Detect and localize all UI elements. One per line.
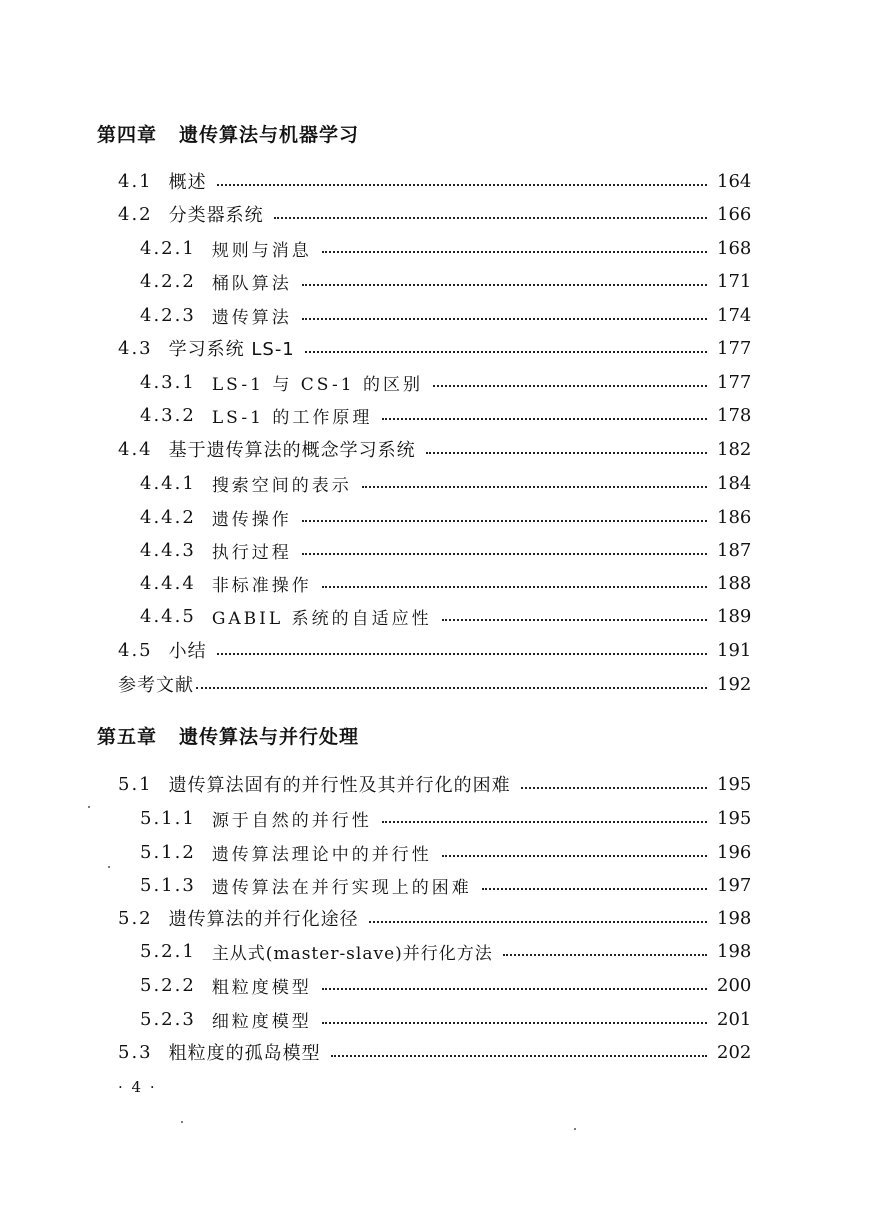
section-title: 细粒度模型 (211, 1011, 312, 1032)
dot-leader (433, 383, 707, 387)
toc-entry[interactable] (118, 905, 751, 931)
section-number: 5.2.1 (140, 940, 196, 962)
page-number: 182 (717, 438, 752, 460)
section-number: 5.2.3 (140, 1008, 196, 1030)
toc-entry[interactable] (140, 805, 751, 831)
dot-leader (217, 651, 707, 655)
toc-entry[interactable] (118, 637, 751, 663)
page-number: 198 (717, 907, 752, 929)
toc-entry[interactable] (140, 1006, 751, 1032)
scan-speck (88, 806, 90, 808)
toc-entry[interactable] (140, 369, 751, 395)
section-title: 基于遗传算法的概念学习系统 (168, 440, 416, 461)
dot-leader (369, 919, 707, 923)
dot-leader (426, 450, 707, 454)
section-number: 4.4 (118, 438, 153, 460)
toc-entry[interactable] (118, 201, 751, 227)
section-number: 4.4.4 (140, 572, 196, 594)
section-title: 搜索空间的表示 (211, 475, 352, 496)
dot-leader (362, 484, 707, 488)
section-number: 5.1.3 (140, 874, 196, 896)
chapter-label: 第五章 (97, 726, 158, 748)
section-number: 4.4.5 (140, 605, 196, 627)
toc-entry-references[interactable] (118, 671, 751, 697)
chapter-title: 遗传算法与并行处理 (179, 726, 360, 748)
page-number: 178 (717, 404, 752, 426)
section-number: 4.4.3 (140, 539, 196, 561)
toc-entry[interactable] (140, 537, 751, 563)
section-title: LS-1 与 CS-1 的区别 (211, 374, 423, 395)
dot-leader (305, 349, 707, 353)
section-number: 4.3.1 (140, 371, 196, 393)
dot-leader (442, 617, 707, 621)
toc-entry[interactable] (140, 302, 751, 328)
page-number: 195 (717, 773, 752, 795)
dot-leader (442, 853, 707, 857)
toc-entry[interactable] (140, 603, 751, 629)
page-number: 186 (717, 506, 752, 528)
toc-entry[interactable] (140, 938, 751, 964)
dot-leader (322, 1020, 707, 1024)
page-number: 196 (717, 841, 752, 863)
dot-leader (302, 282, 707, 286)
section-title: 概述 (168, 172, 207, 193)
section-number: 5.1 (118, 773, 153, 795)
page-number: 166 (717, 203, 752, 225)
dot-leader (322, 986, 707, 990)
dot-leader (196, 685, 707, 689)
toc-entry[interactable] (140, 570, 751, 596)
page-folio: · 4 · (118, 1078, 157, 1096)
scan-speck (574, 1128, 576, 1130)
section-number: 5.1.1 (140, 807, 196, 829)
toc-entry[interactable] (118, 771, 751, 797)
section-title: 遗传算法固有的并行性及其并行化的困难 (168, 775, 511, 796)
section-title: 分类器系统 (168, 205, 264, 226)
dot-leader (382, 819, 707, 823)
section-title: 遗传算法 (211, 307, 292, 328)
toc-entry[interactable] (140, 872, 751, 898)
dot-leader (503, 952, 707, 956)
section-number: 4.4.1 (140, 472, 196, 494)
toc-entry[interactable] (118, 335, 751, 361)
section-number: 5.2.2 (140, 974, 196, 996)
section-number: 4.1 (118, 170, 153, 192)
toc-entry[interactable] (140, 839, 751, 865)
toc-entry[interactable] (140, 235, 751, 261)
section-title: 执行过程 (211, 542, 292, 563)
section-title: 桶队算法 (211, 273, 292, 294)
dot-leader (302, 551, 707, 555)
dot-leader (521, 785, 707, 789)
chapter-title: 遗传算法与机器学习 (179, 124, 360, 146)
page-number: 195 (717, 807, 752, 829)
section-number: 4.2.1 (140, 237, 196, 259)
page-number: 191 (717, 639, 752, 661)
section-title: 小结 (168, 641, 207, 662)
page-number: 164 (717, 170, 752, 192)
scan-speck (108, 866, 110, 868)
page-number: 174 (717, 304, 752, 326)
page-number: 177 (717, 337, 752, 359)
section-number: 5.3 (118, 1041, 153, 1063)
section-number: 4.3.2 (140, 404, 196, 426)
toc-entry[interactable] (140, 268, 751, 294)
section-title: 参考文献 (118, 675, 194, 696)
toc-entry[interactable] (140, 972, 751, 998)
section-number: 5.2 (118, 907, 153, 929)
section-title: 粗粒度的孤岛模型 (168, 1043, 321, 1064)
page-number: 177 (717, 371, 752, 393)
section-title: 遗传算法在并行实现上的困难 (211, 877, 472, 898)
toc-entry[interactable] (118, 436, 751, 462)
section-title: 主从式(master-slave)并行化方法 (211, 943, 493, 964)
section-number: 4.2.2 (140, 270, 196, 292)
dot-leader (322, 249, 707, 253)
section-number: 4.2 (118, 203, 153, 225)
page-number: 171 (717, 270, 752, 292)
dot-leader (302, 518, 707, 522)
toc-entry[interactable] (140, 470, 751, 496)
dot-leader (322, 584, 707, 588)
dot-leader (274, 215, 707, 219)
section-number: 4.3 (118, 337, 153, 359)
chapter-5-heading (97, 722, 359, 749)
page-number: 189 (717, 605, 752, 627)
section-title: 遗传算法的并行化途径 (168, 909, 359, 930)
toc-entry[interactable] (140, 402, 751, 428)
section-title: 遗传算法理论中的并行性 (211, 844, 432, 865)
page-number: 184 (717, 472, 752, 494)
page-number: 200 (717, 974, 752, 996)
dot-leader (331, 1053, 707, 1057)
scan-speck (181, 1121, 183, 1123)
section-title: 源于自然的并行性 (211, 810, 372, 831)
section-title: 粗粒度模型 (211, 977, 312, 998)
page-number: 202 (717, 1041, 752, 1063)
page-number: 197 (717, 874, 752, 896)
dot-leader (302, 316, 707, 320)
section-number: 4.5 (118, 639, 153, 661)
toc-entry[interactable] (118, 168, 751, 194)
section-number: 5.1.2 (140, 841, 196, 863)
page-number: 192 (717, 673, 752, 695)
section-title: 遗传操作 (211, 509, 292, 530)
chapter-label: 第四章 (97, 124, 158, 146)
page-number: 201 (717, 1008, 752, 1030)
page-number: 168 (717, 237, 752, 259)
section-title: LS-1 的工作原理 (211, 407, 373, 428)
section-title: 非标准操作 (211, 575, 312, 596)
section-title: GABIL 系统的自适应性 (211, 608, 432, 629)
chapter-4-heading (97, 120, 359, 147)
dot-leader (482, 886, 707, 890)
page-number: 198 (717, 940, 752, 962)
section-number: 4.4.2 (140, 506, 196, 528)
toc-entry[interactable] (118, 1039, 751, 1065)
page-number: 188 (717, 572, 752, 594)
section-title: 学习系统 LS-1 (168, 339, 295, 360)
dot-leader (382, 416, 707, 420)
page-number: 187 (717, 539, 752, 561)
dot-leader (217, 182, 707, 186)
section-title: 规则与消息 (211, 240, 312, 261)
section-number: 4.2.3 (140, 304, 196, 326)
toc-entry[interactable] (140, 504, 751, 530)
